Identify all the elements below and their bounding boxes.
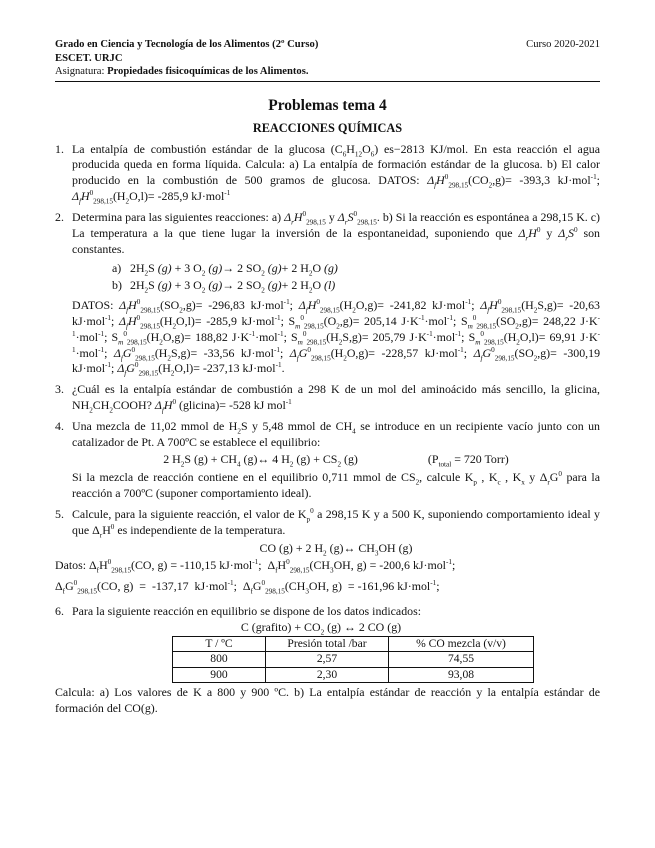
table-header: Presión total /bar xyxy=(266,636,389,651)
table-cell: 93,08 xyxy=(389,667,534,682)
reaction-list xyxy=(112,261,600,294)
header-subject: Asignatura: Propiedades fisicoquímicas de los Alimentos. xyxy=(55,66,309,78)
table-cell: 2,30 xyxy=(266,667,389,682)
problem-data: DATOS: $\Delta_fH^0_{298,15}(SO_2,g)= -296,83$ kJ·mol$^{-1}$; $\Delta_fH^0_{298,15}(H_2O,g)= -241,82$ kJ·mol$^{-1}$; $\Delta_fH^0_{298,15}(H_2S,g)= -20,63$ kJ·mol$^{-1}$; $\Delta_fH^0_{298,15}(H_2O,l)= -285,9$ kJ·mol$^{-1}$; $S_m^0_{298,15}(O_2,g)= 205,14$ $J\cdot K^{-1}\cdot mol^{-1}$; $S_m^0_{298,15}(SO_2,g)= 248,22$ $J\cdot K^{-1}\cdot mol^{-1}$; $S_m^0_{298,15}(H_2O,g)= 188,82$ $J\cdot K^{-1}\cdot mol^{-1}$; $S_m^0_{298,15}(H_2S,g)= 205,79$ $J\cdot K^{-1}\cdot mol^{-1}$; $S_m^0_{298,15}(H_2O,l)= 69,91$ $J\cdot K^{-1}\cdot mol^{-1}$; $\Delta_fG^0_{298,15}(H_2S,g)= -33,56$ kJ·mol$^{-1}$; $\Delta_fG^0_{298,15}(H_2O,g)= -228,57$ kJ·mol$^{-1}$; $\Delta_fG^0_{298,15}(SO_2,g)= -300,19$ kJ·mol$^{-1}$; $\Delta_fG^0_{298,15}(H_2O,l)= -237,13$ kJ·mol$^{-1}$. xyxy=(72,298,601,378)
problem-text: La entalpía de combustión estándar de la glucosa $(C_6H_{12}O_6)$ es−2813 KJ/mol. En esta reacción el agua producida queda en forma líquida. Calcula: a) La entalpía de formación estándar de la glucosa. b) El calor producido en la combustión de 500 gramos de glucosa. DATOS: $\Delta_fH^0_{298,15}(CO_2,g)= -393,3$ kJ·mol$^{-1}$; $\Delta_fH^0_{298,15}(H_2O,l)= -285,9$ kJ·mol$^{-1}$ xyxy=(72,141,600,206)
problem-number: 3. xyxy=(55,382,64,397)
problem-text: Para la siguiente reacción en equilibrio se dispone de los datos indicados: C (grafito) + $CO_2$ (g) ↔ 2 CO (g) T / ºC Presión total /bar % CO mezcla (v/v) 800 2,57 74,55 900 2,30 93,08 Calcula: a) Los valores de K a 800 y 900 ºC. b) La entalpía estándar de reacción y la entalpía estándar de formación del CO(g). xyxy=(72,604,600,717)
problem-number: 1. xyxy=(55,141,64,156)
problem-text: Calcule, para la siguiente reacción, el valor de $K_p^0$ a 298,15 K y a 500 K, suponiendo comportamiento ideal y que $\Delta_rH^0$ es independiente de la temperatura. CO (g) + 2 $H_2$ (g)↔ $CH_3OH$ (g) Datos: $\Delta_fH^0_{298,15}(CO$, g) = -110,15 kJ·mol$^{-1}$; $\Delta_fH^0_{298,15}(CH_3OH$, g) = -200,6 kJ·mol$^{-1}$; $\Delta_fG^0_{298,15}(CO$, g) = -137,17 kJ·mol$^{-1}$; $\Delta_fG^0_{298,15}(CH_3OH$, g) = -161,96 kJ·mol$^{-1}$; xyxy=(72,507,600,599)
problem-6 xyxy=(55,604,600,717)
problem-question: Calcula: a) Los valores de K a 800 y 900 ºC. b) La entalpía estándar de reacción y la entalpía estándar de formación del CO(g). xyxy=(55,685,600,716)
problem-number: 4. xyxy=(55,418,64,433)
problem-5 xyxy=(55,507,600,599)
header-degree: Grado en Ciencia y Tecnología de los Alimentos (2º Curso) xyxy=(55,39,319,50)
problem-text: Determina para las siguientes reacciones: a) $\Delta_rH^0_{298,15}$ y $\Delta_rS^0_{298,15}$. b) Si la reacción es espontánea a 298,15 K. c) La temperatura a la que tiene lugar la inversión de la espontaneidad, suponiendo que $\Delta_rH^0$ y $\Delta_rS^0$ son constantes. a) $2H_2S$ (g) + 3 $O_2$ (g)→ 2 $SO_2$ (g)+ 2 $H_2O$ (g) b) $2H_2S$ (g) + 3 $O_2$ (g)→ 2 $SO_2$ (g)+ 2 $H_2O$ (l) DATOS: $\Delta_fH^0_{298,15}(SO_2,g)= -296,83$ kJ·mol$^{-1}$; $\Delta_fH^0_{298,15}(H_2O,g)= -241,82$ kJ·mol$^{-1}$; $\Delta_fH^0_{298,15}(H_2S,g)= -20,63$ kJ·mol$^{-1}$; $\Delta_fH^0_{298,15}(H_2O,l)= -285,9$ kJ·mol$^{-1}$; $S_m^0_{298,15}(O_2,g)= 205,14$ $J\cdot K^{-1}\cdot mol^{-1}$; $S_m^0_{298,15}(SO_2,g)= 248,22$ $J\cdot K^{-1}\cdot mol^{-1}$; $S_m^0_{298,15}(H_2O,g)= 188,82$ $J\cdot K^{-1}\cdot mol^{-1}$; $S_m^0_{298,15}(H_2S,g)= 205,79$ $J\cdot K^{-1}\cdot mol^{-1}$; $S_m^0_{298,15}(H_2O,l)= 69,91$ $J\cdot K^{-1}\cdot mol^{-1}$; $\Delta_fG^0_{298,15}(H_2S,g)= -33,56$ kJ·mol$^{-1}$; $\Delta_fG^0_{298,15}(H_2O,g)= -228,57$ kJ·mol$^{-1}$; $\Delta_fG^0_{298,15}(SO_2,g)= -300,19$ kJ·mol$^{-1}$; $\Delta_fG^0_{298,15}(H_2O,l)= -237,13$ kJ·mol$^{-1}$. xyxy=(72,209,601,378)
problem-3 xyxy=(55,382,600,414)
list-item: b) $2H_2S$ (g) + 3 $O_2$ (g)→ 2 $SO_2$ (g)+ 2 $H_2O$ (l) xyxy=(112,278,336,295)
table-header: % CO mezcla (v/v) xyxy=(389,636,534,651)
data-table xyxy=(172,636,534,683)
problem-data: Datos: $\Delta_fH^0_{298,15}(CO$, g) = -110,15 kJ·mol$^{-1}$; $\Delta_fH^0_{298,15}(CH_3OH$, g) = -200,6 kJ·mol$^{-1}$; $\Delta_fG^0_{298,15}(CO$, g) = -137,17 kJ·mol$^{-1}$; $\Delta_fG^0_{298,15}(CH_3OH$, g) = -161,96 kJ·mol$^{-1}$; xyxy=(55,558,456,596)
table-cell: 800 xyxy=(173,652,266,667)
page-title: Problemas tema 4 xyxy=(268,96,387,114)
page-header xyxy=(55,38,600,79)
reaction-equation: CO (g) + 2 $H_2$ (g)↔ $CH_3OH$ (g) xyxy=(259,540,413,557)
problem-number: 6. xyxy=(55,604,64,619)
problem-1 xyxy=(55,142,600,205)
table-cell: 2,57 xyxy=(266,652,389,667)
list-item: a) $2H_2S$ (g) + 3 $O_2$ (g)→ 2 $SO_2$ (g)+ 2 $H_2O$ (g) xyxy=(112,261,338,278)
table-cell: 900 xyxy=(173,667,266,682)
header-course: Curso 2020-2021 xyxy=(526,39,600,50)
table-row xyxy=(173,652,534,667)
table-header: T / ºC xyxy=(173,636,266,651)
equilibrium-equation: 2 $H_2S$ $(g) + CH_4$ (g)↔ 4 $H_2$ $(g) + CS_2$ (g) ($P_{total} = 720$ Torr) xyxy=(163,452,509,469)
reaction-equation: C (grafito) + $CO_2$ (g) ↔ 2 CO (g) xyxy=(240,620,402,637)
table-row xyxy=(173,667,534,682)
header-rule xyxy=(55,81,600,82)
header-school: ESCET. URJC xyxy=(55,52,123,64)
problem-number: 5. xyxy=(55,506,64,521)
table-header-row xyxy=(173,636,534,651)
table-cell: 74,55 xyxy=(389,652,534,667)
problem-number: 2. xyxy=(55,209,64,224)
problem-text: Una mezcla de 11,02 mmol de $H_2S$ y 5,48 mmol de $CH_4$ se introduce en un recipiente vacío junto con un catalizador de Pt. A 700ºC se establece el equilibrio: 2 $H_2S$ $(g) + CH_4$ (g)↔ 4 $H_2$ $(g) + CS_2$ (g) ($P_{total} = 720$ Torr) Si la mezcla de reacción contiene en el equilibrio 0,711 mmol de $CS_2$, calcule $K_p$ , $K_c$ , $K_x$ y $\Delta_rG^0$ para la reacción a 700ºC (suponer comportamiento ideal). xyxy=(72,418,600,501)
problem-4 xyxy=(55,419,600,502)
problem-text: ¿Cuál es la entalpía estándar de combustión a 298 K de un mol del aminoácido más sencillo, la glicina, $NH_2CH_2COOH$? $\Delta_fH^0$ (glicina)= -528 kJ mol$^{-1}$ xyxy=(72,382,600,415)
page-subtitle: REACCIONES QUÍMICAS xyxy=(252,121,403,136)
total-pressure: ($P_{total} = 720$ Torr) xyxy=(427,452,509,469)
problem-2 xyxy=(55,210,600,377)
